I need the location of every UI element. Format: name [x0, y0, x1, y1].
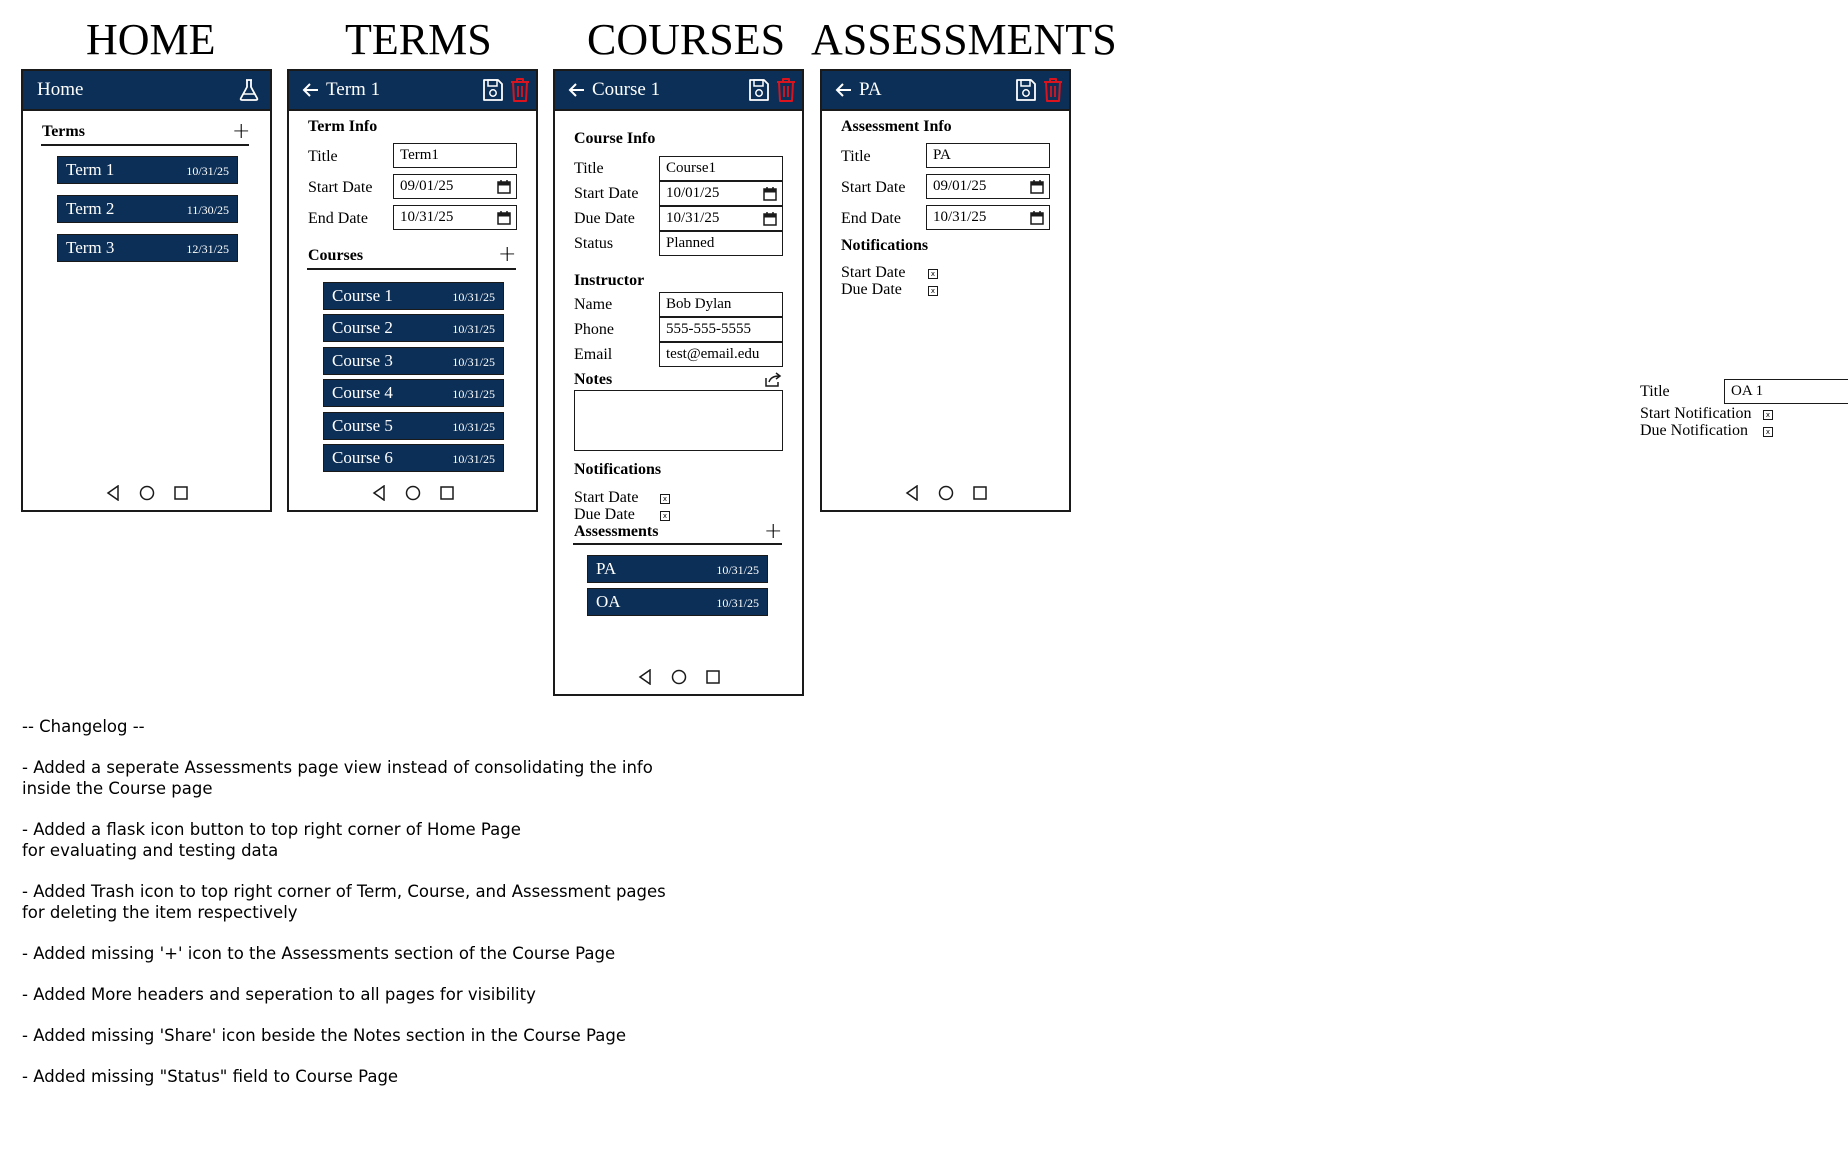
changelog-line: - Added Trash icon to top right corner of Term, Course, and Assessment pages: [22, 882, 666, 901]
home-column-title: HOME: [86, 15, 216, 64]
instructor-header: Instructor: [574, 272, 645, 289]
changelog-entry: [22, 1026, 626, 1047]
nav-back-icon[interactable]: [905, 485, 919, 501]
item-name: PA: [596, 559, 617, 578]
changelog-line: inside the Course page: [22, 778, 213, 798]
end-date-field[interactable]: [926, 205, 1050, 230]
list-item[interactable]: [587, 588, 768, 616]
term-appbar: [289, 71, 536, 111]
changelog-entry: [22, 1067, 398, 1088]
list-item[interactable]: [323, 347, 504, 375]
item-name: Course 4: [332, 383, 393, 402]
share-icon[interactable]: [764, 371, 782, 388]
page-title: PA: [859, 79, 882, 100]
item-date: 10/31/25: [716, 596, 759, 610]
nav-recents-icon[interactable]: [174, 486, 188, 500]
term-screen: [287, 69, 538, 512]
page-title: Term 1: [326, 79, 381, 100]
title-field[interactable]: Course1: [659, 156, 783, 181]
notif-start-label: Start Date: [574, 489, 639, 506]
calendar-icon[interactable]: [1030, 210, 1044, 225]
nav-recents-icon[interactable]: [973, 486, 987, 500]
save-icon[interactable]: [481, 77, 505, 103]
list-item[interactable]: [57, 156, 238, 184]
list-item[interactable]: [323, 282, 504, 310]
list-item[interactable]: [323, 412, 504, 440]
item-date: 10/31/25: [452, 322, 495, 336]
changelog-entry: [22, 882, 666, 923]
add-term-icon[interactable]: +: [232, 119, 251, 144]
list-item[interactable]: [587, 555, 768, 583]
system-navbar: [23, 484, 270, 506]
courses-header: Courses: [308, 247, 364, 264]
start-date-label: Start Date: [308, 179, 373, 196]
item-name: Course 1: [332, 286, 393, 305]
course-screen: [553, 69, 804, 696]
changelog-header: -- Changelog --: [22, 717, 145, 736]
changelog-entry: [22, 985, 536, 1006]
term-info-header: Term Info: [308, 118, 378, 135]
trash-icon[interactable]: [1041, 77, 1065, 103]
item-name: Term 3: [66, 238, 115, 257]
item-date: 10/31/25: [186, 164, 229, 178]
item-date: 10/31/25: [716, 563, 759, 577]
checkbox-icon[interactable]: x: [928, 269, 938, 279]
fragment-title-field[interactable]: OA 1: [1724, 379, 1848, 404]
due-date-label: Due Date: [574, 210, 635, 227]
checkbox-icon[interactable]: x: [1763, 410, 1773, 420]
due-date-value: 10/31/25: [666, 210, 720, 226]
nav-home-icon[interactable]: [938, 485, 954, 501]
assessments-column-title: ASSESSMENTS: [811, 15, 1117, 64]
changelog-line: - Added a seperate Assessments page view instead of consolidating the info: [22, 758, 653, 777]
calendar-icon[interactable]: [763, 211, 777, 226]
checkbox-icon[interactable]: x: [660, 494, 670, 504]
list-item[interactable]: [323, 314, 504, 342]
end-date-field[interactable]: [393, 205, 517, 230]
end-date-value: 10/31/25: [933, 209, 987, 225]
list-item[interactable]: [57, 234, 238, 262]
changelog-line: - Added missing 'Share' icon beside the Notes section in the Course Page: [22, 1026, 626, 1045]
calendar-icon[interactable]: [497, 179, 511, 194]
nav-back-icon[interactable]: [372, 485, 386, 501]
title-field[interactable]: PA: [926, 143, 1050, 168]
item-date: 10/31/25: [452, 290, 495, 304]
back-arrow-icon[interactable]: [567, 80, 587, 100]
assessment-screen: [820, 69, 1071, 512]
system-navbar: [555, 668, 802, 690]
list-item[interactable]: [57, 195, 238, 223]
notif-start-label: Start Date: [841, 264, 906, 281]
checkbox-icon[interactable]: x: [660, 511, 670, 521]
due-date-field[interactable]: [659, 206, 783, 231]
end-date-value: 10/31/25: [400, 209, 454, 225]
start-date-field[interactable]: [926, 174, 1050, 199]
divider: [41, 144, 249, 146]
divider: [307, 268, 516, 270]
end-date-label: End Date: [308, 210, 368, 227]
email-label: Email: [574, 346, 613, 363]
checkbox-icon[interactable]: x: [1763, 427, 1773, 437]
changelog-line: - Added missing "Status" field to Course Page: [22, 1067, 399, 1086]
course-info-header: Course Info: [574, 130, 656, 147]
start-date-field[interactable]: [659, 181, 783, 206]
status-label: Status: [574, 235, 614, 252]
phone-field[interactable]: 555-555-5555: [659, 317, 783, 342]
item-name: Course 3: [332, 351, 393, 370]
nav-back-icon[interactable]: [638, 669, 652, 685]
start-date-value: 09/01/25: [400, 178, 454, 194]
item-name: OA: [596, 592, 621, 611]
save-icon[interactable]: [1014, 77, 1038, 103]
end-date-label: End Date: [841, 210, 901, 227]
trash-icon[interactable]: [774, 77, 798, 103]
title-label: Title: [841, 148, 871, 165]
title-label: Title: [574, 160, 604, 177]
phone-label: Phone: [574, 321, 614, 338]
item-date: 12/31/25: [186, 242, 229, 256]
assessment-appbar: [822, 71, 1069, 111]
changelog-line: - Added missing '+' icon to the Assessments section of the Course Page: [22, 944, 616, 963]
start-date-value: 09/01/25: [933, 178, 987, 194]
item-date: 10/31/25: [452, 452, 495, 466]
add-course-icon[interactable]: +: [498, 242, 517, 267]
item-name: Term 2: [66, 199, 115, 218]
save-icon[interactable]: [747, 77, 771, 103]
terms-column-title: TERMS: [345, 15, 492, 64]
item-date: 10/31/25: [452, 387, 495, 401]
start-date-label: Start Date: [841, 179, 906, 196]
back-arrow-icon[interactable]: [301, 80, 321, 100]
home-screen: [21, 69, 272, 512]
fragment-start-notification-label: Start Notification: [1640, 405, 1752, 422]
nav-home-icon[interactable]: [671, 669, 687, 685]
courses-column-title: COURSES: [587, 15, 786, 64]
calendar-icon[interactable]: [1030, 179, 1044, 194]
item-name: Course 5: [332, 416, 393, 435]
item-name: Course 2: [332, 318, 393, 337]
email-field[interactable]: test@email.edu: [659, 342, 783, 367]
list-item[interactable]: [323, 379, 504, 407]
assessment-info-header: Assessment Info: [841, 118, 952, 135]
nav-home-icon[interactable]: [405, 485, 421, 501]
calendar-icon[interactable]: [763, 186, 777, 201]
name-field[interactable]: Bob Dylan: [659, 292, 783, 317]
course-appbar: [555, 71, 802, 111]
notes-textarea[interactable]: [574, 390, 783, 451]
name-label: Name: [574, 296, 613, 313]
home-appbar: [23, 71, 270, 111]
start-date-value: 10/01/25: [666, 185, 720, 201]
changelog-entry: [22, 820, 521, 861]
status-field[interactable]: Planned: [659, 231, 783, 256]
item-date: 10/31/25: [452, 355, 495, 369]
list-item[interactable]: [323, 444, 504, 472]
changelog-line: for evaluating and testing data: [22, 840, 279, 860]
checkbox-icon[interactable]: x: [928, 286, 938, 296]
divider: [573, 543, 782, 545]
changelog-line: - Added More headers and seperation to all pages for visibility: [22, 985, 536, 1004]
start-date-label: Start Date: [574, 185, 639, 202]
calendar-icon[interactable]: [497, 210, 511, 225]
start-date-field[interactable]: [393, 174, 517, 199]
notifications-header: Notifications: [841, 237, 929, 254]
flask-icon[interactable]: [238, 78, 260, 102]
page-title: Course 1: [592, 79, 661, 100]
trash-icon[interactable]: [508, 77, 532, 103]
changelog-line: - Added a flask icon button to top right corner of Home Page: [22, 820, 521, 839]
nav-home-icon[interactable]: [139, 485, 155, 501]
changelog-entry: [22, 758, 653, 799]
fragment-due-notification-label: Due Notification: [1640, 422, 1748, 439]
changelog-entry: [22, 944, 615, 965]
item-date: 11/30/25: [186, 203, 229, 217]
nav-recents-icon[interactable]: [440, 486, 454, 500]
system-navbar: [822, 484, 1069, 506]
item-name: Course 6: [332, 448, 393, 467]
nav-recents-icon[interactable]: [706, 670, 720, 684]
notif-due-label: Due Date: [841, 281, 902, 298]
item-date: 10/31/25: [452, 420, 495, 434]
notifications-header: Notifications: [574, 461, 662, 478]
back-arrow-icon[interactable]: [834, 80, 854, 100]
notif-due-label: Due Date: [574, 506, 635, 523]
fragment-title-label: Title: [1640, 383, 1670, 400]
page-title: Home: [37, 79, 84, 100]
terms-header: Terms: [42, 123, 85, 140]
title-label: Title: [308, 148, 338, 165]
notes-header: Notes: [574, 371, 613, 388]
changelog-line: for deleting the item respectively: [22, 902, 298, 922]
item-name: Term 1: [66, 160, 115, 179]
system-navbar: [289, 484, 536, 506]
nav-back-icon[interactable]: [106, 485, 120, 501]
assessments-header: Assessments: [574, 523, 659, 540]
add-assessment-icon[interactable]: +: [764, 519, 783, 544]
title-field[interactable]: Term1: [393, 143, 517, 168]
